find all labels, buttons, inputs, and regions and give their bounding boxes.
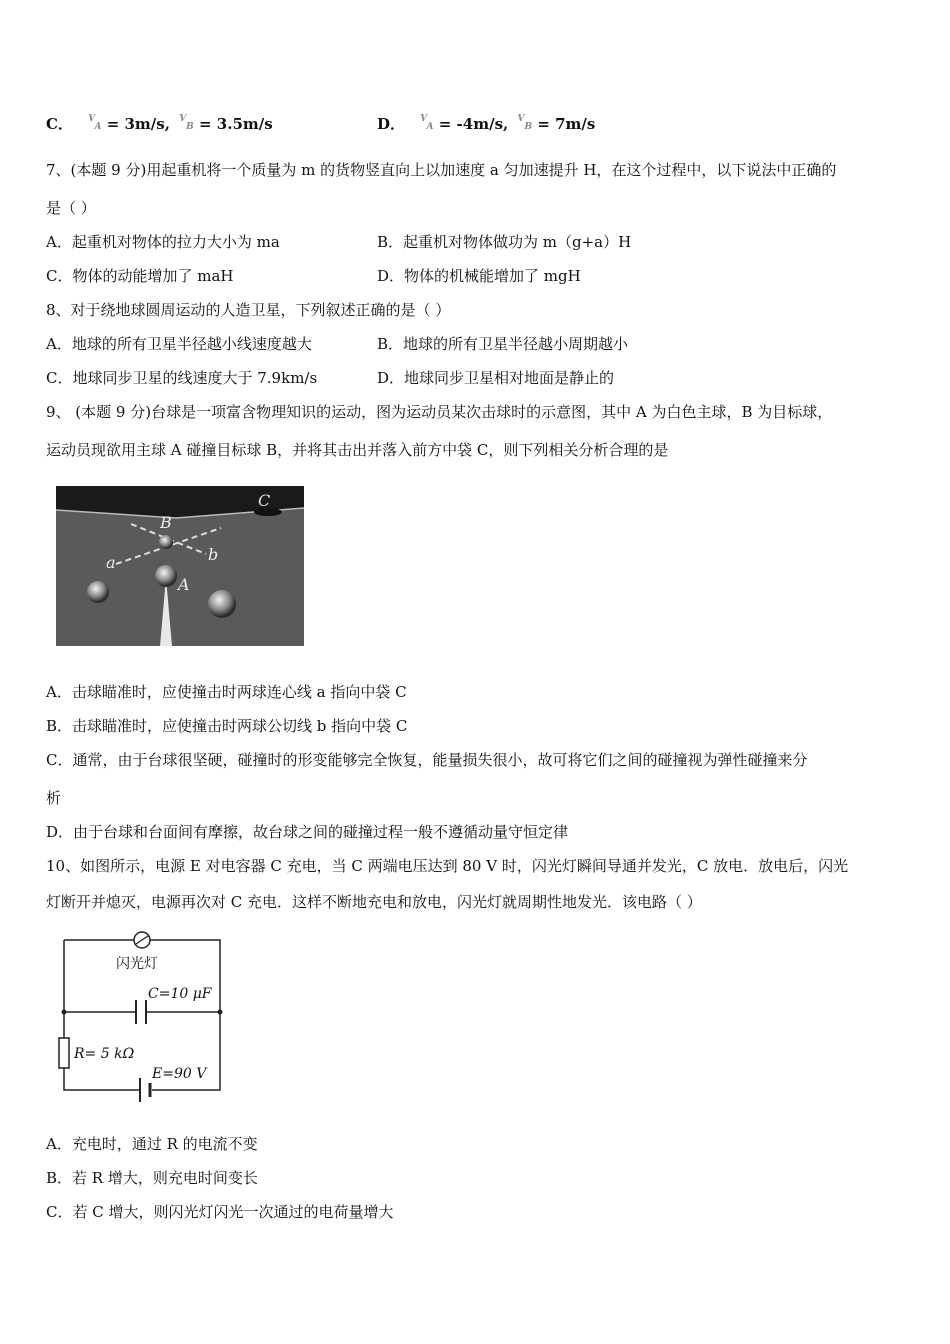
ball-a xyxy=(155,565,177,587)
q6-option-d: D． $^V$A = -4m/s, $^V$B = 7m/s xyxy=(377,114,596,133)
q8-option-b: B．地球的所有卫星半径越小周期越小 xyxy=(377,335,629,353)
q9-option-c-line1: C．通常，由于台球很坚硬，碰撞时的形变能够完全恢复，能量损失很小，故可将它们之间的碰撞视为弹性碰撞来分 xyxy=(46,751,808,769)
q9-option-b: B．击球瞄准时，应使撞击时两球公切线 b 指向中袋 C xyxy=(46,717,408,735)
q10-option-b: B．若 R 增大，则充电时间变长 xyxy=(46,1169,258,1187)
label-a-line: a xyxy=(106,553,116,572)
q10-option-a: A．充电时，通过 R 的电流不变 xyxy=(46,1135,258,1153)
q6-option-c: C． $^V$A = 3m/s, $^V$B = 3.5m/s xyxy=(46,114,273,133)
billiards-figure xyxy=(56,486,304,646)
ball-right xyxy=(208,590,236,618)
q8-stem: 8、对于绕地球圆周运动的人造卫星，下列叙述正确的是（ ） xyxy=(46,301,451,319)
q10-option-c: C．若 C 增大，则闪光灯闪光一次通过的电荷量增大 xyxy=(46,1203,394,1221)
q7-stem-line2: 是（ ） xyxy=(46,199,96,217)
ball-b xyxy=(159,535,173,549)
q9-stem-line1: 9、 (本题 9 分)台球是一项富含物理知识的运动，图为运动员某次击球时的示意图，其中 A 为白色主球，B 为目标球， xyxy=(46,403,833,421)
ball-left xyxy=(87,581,109,603)
junction-left xyxy=(62,1010,67,1015)
q10-stem-line1: 10、如图所示，电源 E 对电容器 C 充电，当 C 两端电压达到 80 V 时，闪光灯瞬间导通并发光，C 放电．放电后，闪光 xyxy=(46,857,849,875)
q9-option-c-line2: 析 xyxy=(46,789,62,807)
label-c: C xyxy=(258,491,271,510)
junction-right xyxy=(218,1010,223,1015)
resistor-icon xyxy=(59,1038,69,1068)
q9-option-d: D．由于台球和台面间有摩擦，故台球之间的碰撞过程一般不遵循动量守恒定律 xyxy=(46,823,569,841)
label-b-line: b xyxy=(208,545,219,564)
q7-option-b: B．起重机对物体做功为 m（g+a）H xyxy=(377,233,632,251)
q9-stem-line2: 运动员现欲用主球 A 碰撞目标球 B，并将其击出并落入前方中袋 C，则下列相关分析合理的是 xyxy=(46,441,669,459)
label-a-ball: A xyxy=(178,575,190,594)
q7-option-a: A．起重机对物体的拉力大小为 ma xyxy=(46,233,280,251)
res-label: R= 5 kΩ xyxy=(74,1046,135,1062)
q8-option-c: C．地球同步卫星的线速度大于 7.9km/s xyxy=(46,369,318,387)
cap-label: C=10 μF xyxy=(148,986,212,1002)
label-b-ball: B xyxy=(160,513,172,532)
q10-stem-line2: 灯断开并熄灭，电源再次对 C 充电．这样不断地充电和放电，闪光灯就周期性地发光．该电路（ ） xyxy=(46,893,702,911)
circuit-diagram xyxy=(56,930,228,1110)
lamp-label: 闪光灯 xyxy=(116,956,158,972)
q7-stem-line1: 7、(本题 9 分)用起重机将一个质量为 m 的货物竖直向上以加速度 a 匀加速提升 H，在这个过程中，以下说法中正确的 xyxy=(46,161,837,179)
emf-label: E=90 V xyxy=(152,1066,207,1082)
q8-option-d: D．地球同步卫星相对地面是静止的 xyxy=(377,369,615,387)
q8-option-a: A．地球的所有卫星半径越小线速度越大 xyxy=(46,335,312,353)
q9-option-a: A．击球瞄准时，应使撞击时两球连心线 a 指向中袋 C xyxy=(46,683,407,701)
q7-option-c: C．物体的动能增加了 maH xyxy=(46,267,234,285)
q7-option-d: D．物体的机械能增加了 mgH xyxy=(377,267,581,285)
